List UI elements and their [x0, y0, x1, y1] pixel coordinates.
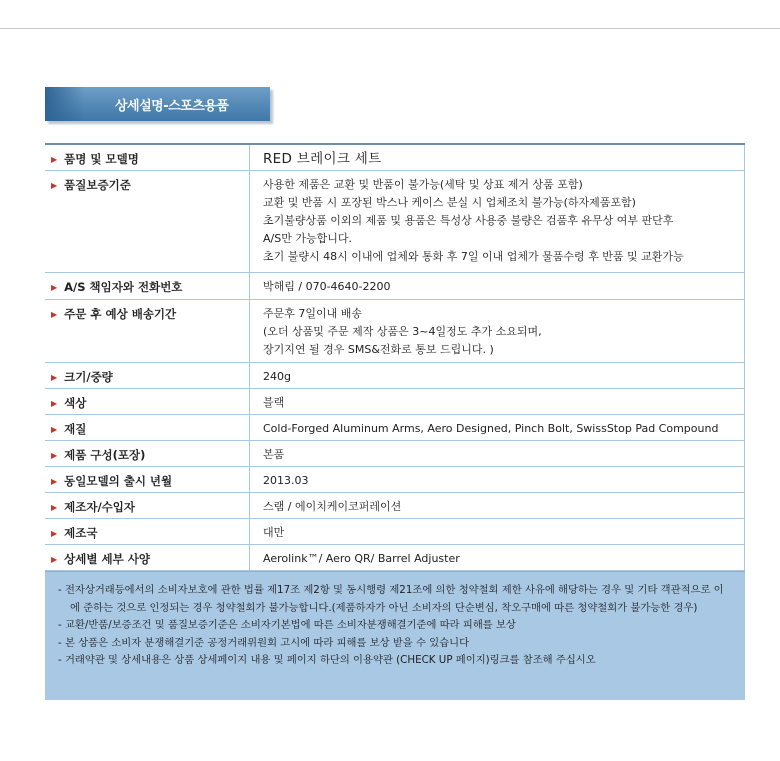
spec-value-cell [250, 272, 745, 299]
spec-row [45, 170, 745, 272]
spec-row [45, 466, 745, 492]
spec-table [45, 143, 745, 571]
spec-value-line: 대만 [263, 525, 285, 539]
notice-box [45, 571, 745, 700]
spec-label-cell [45, 440, 250, 466]
spec-label: 제품 구성(포장) [64, 447, 146, 462]
spec-value-cell [250, 492, 745, 518]
spec-row [45, 144, 745, 170]
spec-value-cell [250, 170, 745, 272]
bullet-arrow-icon: ▶ [51, 282, 58, 292]
spec-label: 주문 후 예상 배송기간 [64, 306, 177, 321]
bullet-arrow-icon: ▶ [51, 476, 58, 486]
spec-label-cell [45, 362, 250, 388]
spec-value-line: 스램 / 에이치케이코퍼레이션 [263, 499, 402, 513]
spec-label: 품명 및 모델명 [64, 152, 139, 166]
bullet-arrow-icon: ▶ [51, 528, 58, 538]
spec-label: 재질 [64, 421, 87, 436]
spec-label-cell [45, 144, 250, 170]
notice-item: - 본 상품은 소비자 분쟁해결기준 공정거래위원회 고시에 따라 피해를 보상 받을 수 있습니다 [58, 636, 470, 649]
spec-value-cell [250, 299, 745, 362]
notice-item: - 교환/반품/보증조건 및 품질보증기준은 소비자기본법에 따른 소비자분쟁해결기준에 따라 피해를 보상 [58, 619, 516, 632]
spec-row [45, 272, 745, 299]
spec-label: 색상 [64, 395, 87, 410]
section-tab-header [45, 87, 270, 121]
spec-value-line: RED 브레이크 세트 [263, 151, 382, 167]
spec-label-cell [45, 492, 250, 518]
spec-value-line: 블랙 [263, 395, 285, 409]
spec-label-cell [45, 466, 250, 492]
spec-row [45, 362, 745, 388]
spec-value-line: 2013.03 [263, 473, 309, 487]
spec-value-cell [250, 388, 745, 414]
spec-label: 동일모델의 출시 년월 [64, 473, 173, 488]
spec-label: A/S 책임자와 전화번호 [64, 279, 183, 294]
notice-item: - 거래약관 및 상세내용은 상품 상세페이지 내용 및 페이지 하단의 이용약관 (CHECK UP 페이지)링크를 참조해 주십시오 [58, 654, 596, 667]
spec-value-cell [250, 144, 745, 170]
bullet-arrow-icon: ▶ [51, 180, 58, 190]
spec-label-cell [45, 272, 250, 299]
bullet-arrow-icon: ▶ [51, 309, 58, 319]
bullet-arrow-icon: ▶ [51, 554, 58, 564]
bullet-arrow-icon: ▶ [51, 155, 58, 164]
spec-value-cell [250, 414, 745, 440]
spec-row [45, 492, 745, 518]
spec-row [45, 440, 745, 466]
spec-value-line: 교환 및 반품 시 포장된 박스나 케이스 분실 시 업체조치 불가능(하자제품포함) [263, 195, 636, 209]
spec-label-cell [45, 170, 250, 272]
spec-row [45, 414, 745, 440]
spec-value-line: A/S만 가능합니다. [263, 231, 352, 245]
spec-label: 품질보증기준 [64, 177, 131, 192]
spec-label-cell [45, 299, 250, 362]
spec-value-cell [250, 440, 745, 466]
spec-label: 상세별 세부 사양 [64, 551, 150, 566]
notice-item: - 전자상거래등에서의 소비자보호에 관한 법률 제17조 제2항 및 동시행령 제21조에 의한 청약철회 제한 사유에 해당하는 경우 및 기타 객관적으로 이에 준하는 것으로 인정되는 경우 청약철회가 불가능합니다.(제품하자가 아닌 소비자의 단순변심, 착오구매에 따른 청약철회가 불가능한 경우) [58, 584, 724, 614]
spec-label-cell [45, 544, 250, 570]
bullet-arrow-icon: ▶ [51, 450, 58, 460]
spec-row [45, 388, 745, 414]
top-divider [0, 28, 780, 29]
spec-value-line: 본품 [263, 447, 285, 461]
spec-value-cell [250, 466, 745, 492]
spec-label-cell [45, 414, 250, 440]
spec-value-line: 사용한 제품은 교환 및 반품이 불가능(세탁 및 상표 제거 상품 포함) [263, 177, 583, 191]
spec-value-line: Cold-Forged Aluminum Arms, Aero Designed, Pinch Bolt, SwissStop Pad Compound [263, 421, 719, 435]
spec-value-line: 초기불량상품 이외의 제품 및 용품은 특성상 사용중 불량은 검품후 유무상 여부 판단후 [263, 213, 674, 227]
spec-row [45, 544, 745, 570]
bullet-arrow-icon: ▶ [51, 398, 58, 408]
bullet-arrow-icon: ▶ [51, 502, 58, 512]
spec-value-line: (오더 상품및 주문 제작 상품은 3~4일정도 추가 소요되며, [263, 324, 542, 338]
spec-label: 제조자/수입자 [64, 499, 136, 514]
spec-value-line: 장기지연 될 경우 SMS&전화로 통보 드립니다. ) [263, 342, 494, 356]
spec-value-line: 박해림 / 070-4640-2200 [263, 279, 391, 293]
spec-row [45, 299, 745, 362]
spec-value-cell [250, 362, 745, 388]
spec-label-cell [45, 388, 250, 414]
spec-value-line: Aerolink™/ Aero QR/ Barrel Adjuster [263, 551, 460, 565]
spec-value-line: 초기 불량시 48시 이내에 업체와 통화 후 7일 이내 업체가 물품수령 후 반품 및 교환가능 [263, 249, 684, 263]
bullet-arrow-icon: ▶ [51, 424, 58, 434]
tab-shade [45, 87, 85, 121]
spec-value-line: 주문후 7일이내 배송 [263, 306, 362, 320]
section-title: 상세설명-스포츠용품 [115, 99, 229, 114]
spec-value-line: 240g [263, 369, 291, 383]
spec-value-cell [250, 518, 745, 544]
spec-value-cell [250, 544, 745, 570]
spec-label: 제조국 [64, 525, 98, 540]
spec-label: 크기/중량 [64, 369, 113, 384]
bullet-arrow-icon: ▶ [51, 372, 58, 382]
spec-label-cell [45, 518, 250, 544]
spec-row [45, 518, 745, 544]
